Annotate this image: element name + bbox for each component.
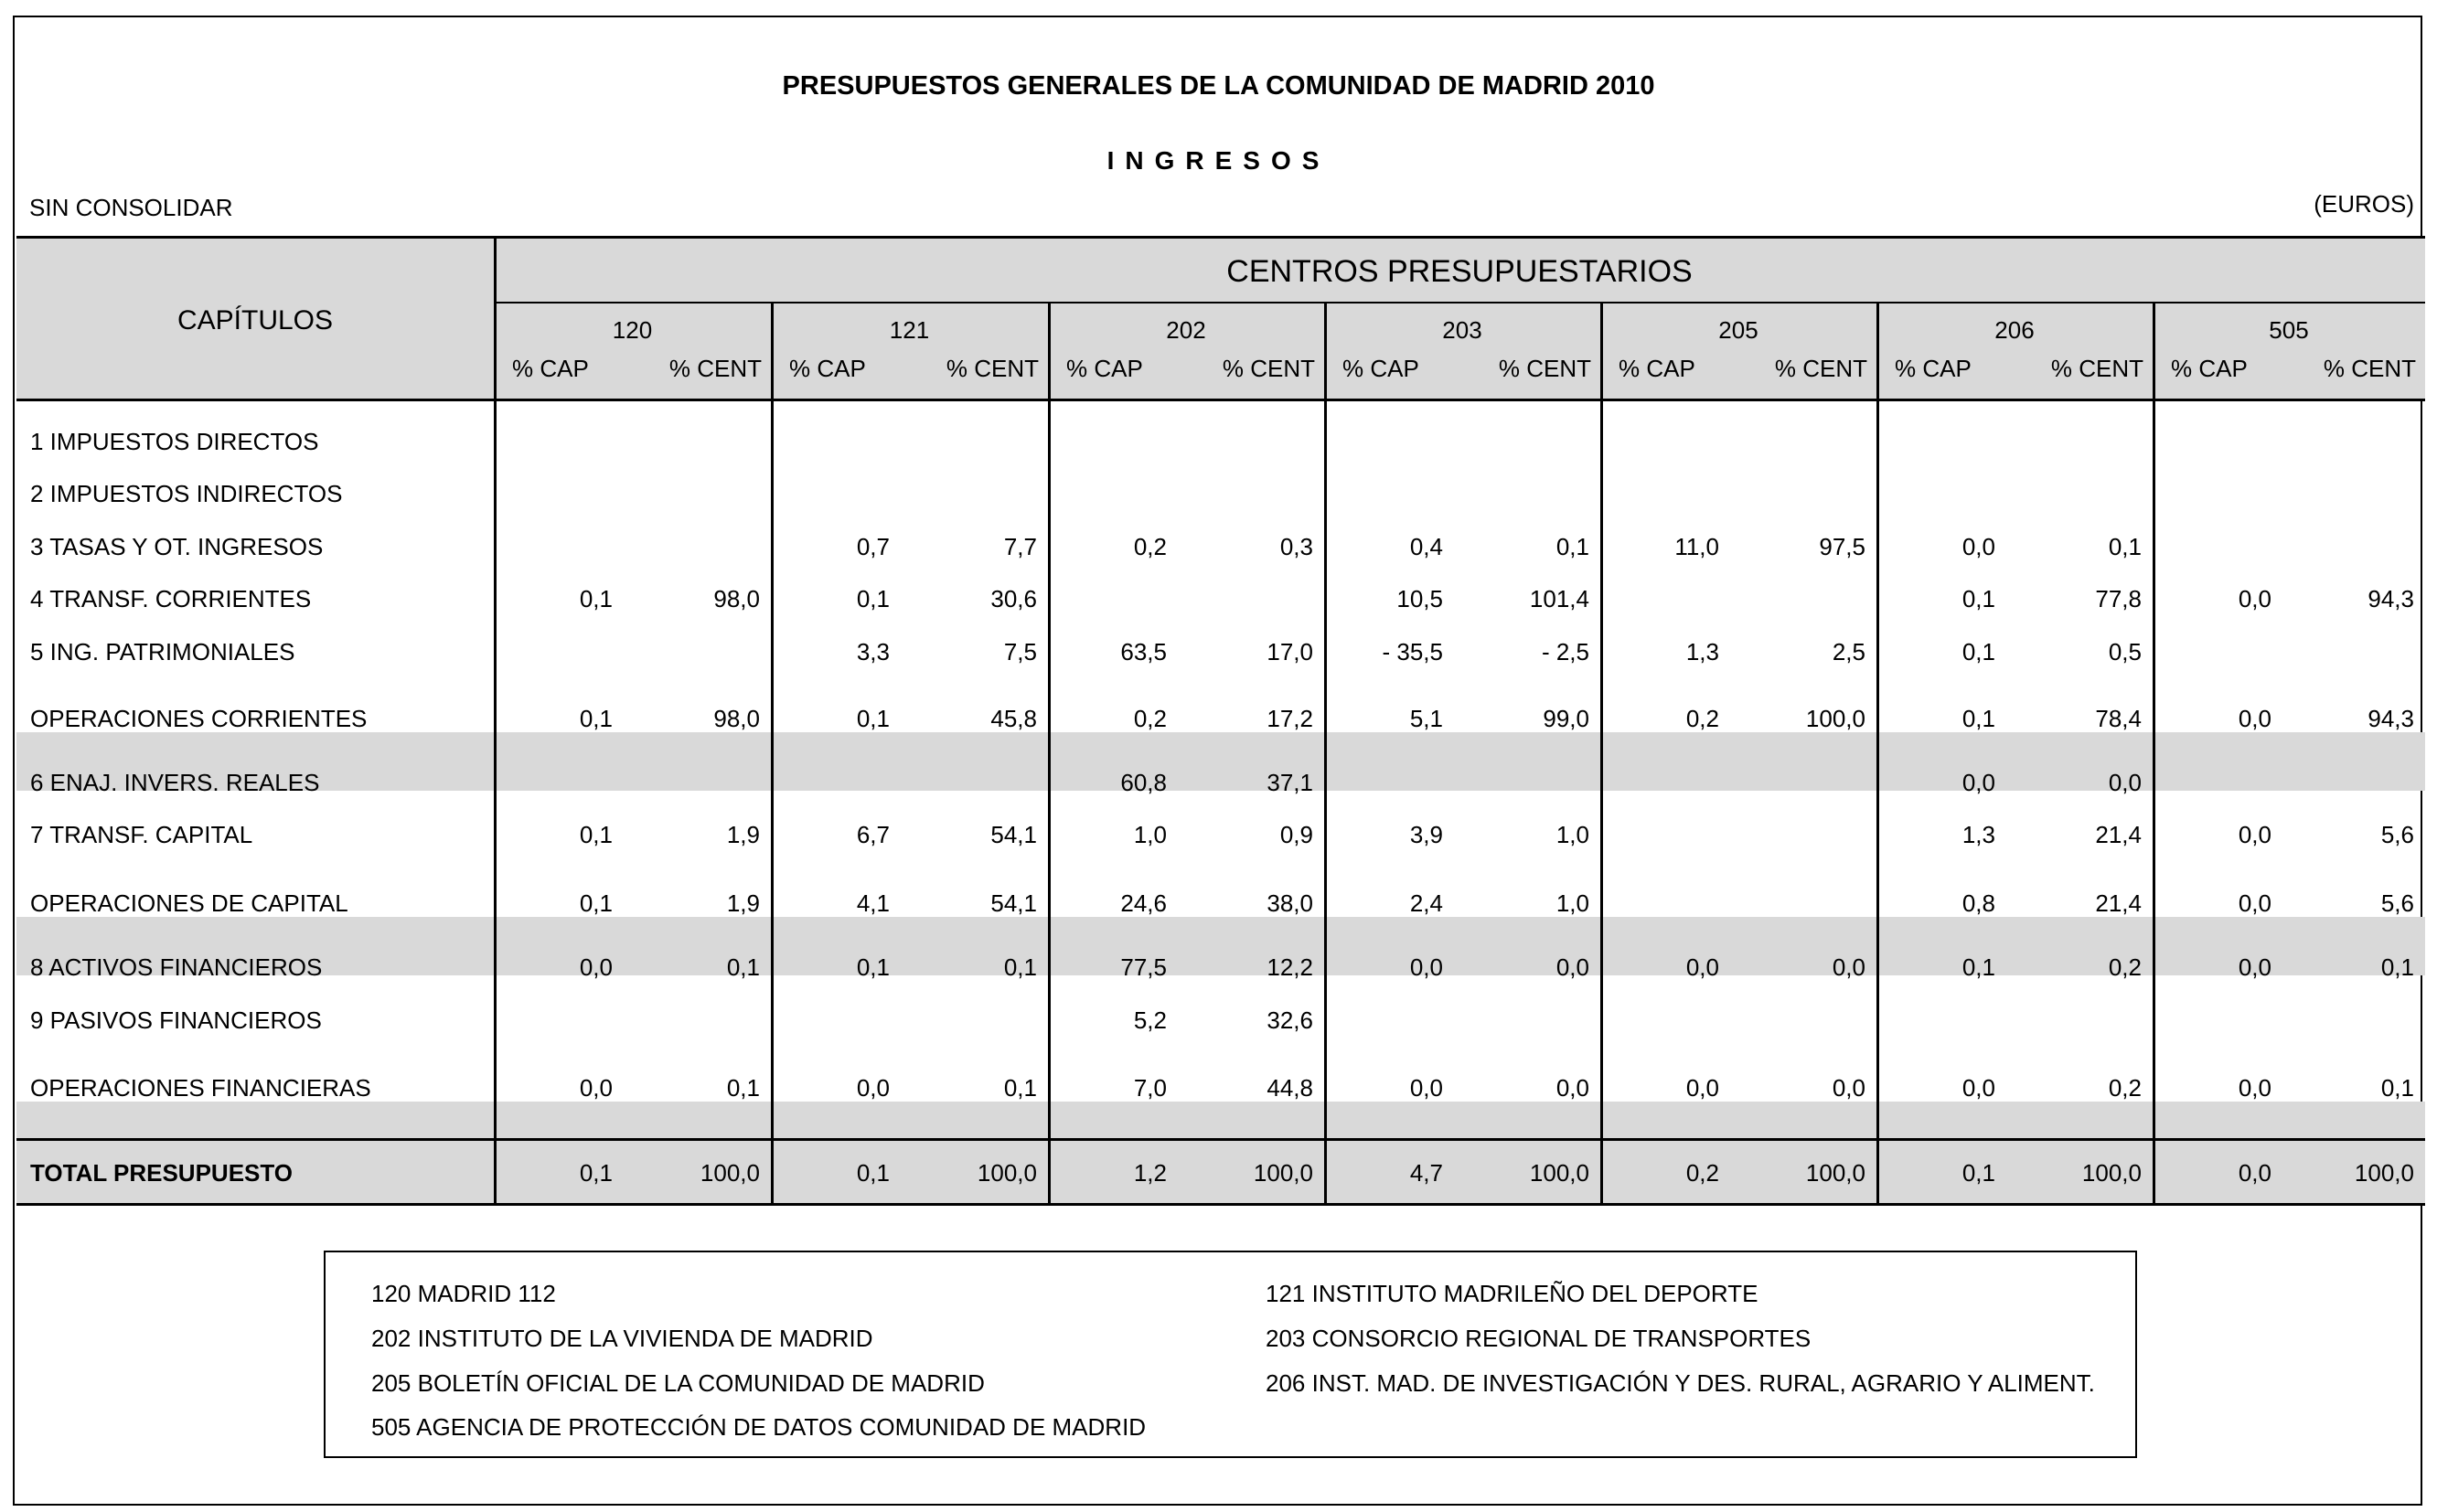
pct-cent-header: % CENT — [2050, 355, 2143, 382]
chapter-row-label: 1 IMPUESTOS DIRECTOS — [30, 428, 319, 455]
pct-cent-value: 1,0 — [1555, 889, 1589, 917]
center-code-header: 205 — [1718, 316, 1758, 344]
pct-cap-value: 0,0 — [856, 1074, 890, 1102]
pct-cap-value: 0,0 — [2238, 705, 2271, 732]
pct-cap-value: 0,1 — [856, 1159, 890, 1187]
center-code-header: 206 — [1994, 316, 2035, 344]
pct-cap-value: 0,1 — [856, 953, 890, 981]
pct-cent-value: 0,1 — [726, 953, 760, 981]
pct-cent-value: 0,1 — [1555, 533, 1589, 560]
pct-cap-value: 0,0 — [1409, 1074, 1443, 1102]
pct-cent-header: % CENT — [946, 355, 1039, 382]
pct-cap-value: 0,1 — [579, 889, 613, 917]
pct-cap-value: - 35,5 — [1382, 638, 1443, 665]
legend-item: 205 BOLETÍN OFICIAL DE LA COMUNIDAD DE MADRID — [371, 1369, 985, 1397]
center-code-header: 505 — [2269, 316, 2309, 344]
pct-cent-value: 7,7 — [1003, 533, 1037, 560]
pct-cent-header: % CENT — [2323, 355, 2416, 382]
chapter-row-label: 7 TRANSF. CAPITAL — [30, 821, 253, 848]
pct-cent-value: 1,0 — [1555, 821, 1589, 848]
pct-cap-value: 0,1 — [856, 585, 890, 612]
pct-cent-value: 100,0 — [700, 1159, 760, 1187]
center-code-header: 120 — [612, 316, 653, 344]
pct-cent-value: 0,2 — [2108, 1074, 2142, 1102]
legend-item: 121 INSTITUTO MADRILEÑO DEL DEPORTE — [1266, 1280, 1758, 1307]
pct-cap-value: 0,1 — [1961, 1159, 1995, 1187]
pct-cent-value: 77,8 — [2095, 585, 2142, 612]
pct-cap-value: 2,4 — [1409, 889, 1443, 917]
pct-cent-value: 100,0 — [2354, 1159, 2414, 1187]
pct-cent-value: 12,2 — [1267, 953, 1313, 981]
pct-cent-value: 17,2 — [1267, 705, 1313, 732]
pct-cent-value: 32,6 — [1267, 1006, 1313, 1034]
pct-cap-value: 0,2 — [1685, 705, 1719, 732]
pct-cent-value: 21,4 — [2095, 889, 2142, 917]
pct-cap-value: 0,1 — [579, 705, 613, 732]
pct-cap-value: 0,1 — [1961, 953, 1995, 981]
pct-cap-value: 0,1 — [579, 585, 613, 612]
chapter-row-label: 8 ACTIVOS FINANCIEROS — [30, 953, 323, 981]
pct-cent-value: 21,4 — [2095, 821, 2142, 848]
page-subtitle: INGRESOS — [1106, 146, 1331, 175]
pct-cap-value: 0,0 — [2238, 953, 2271, 981]
pct-cent-value: 0,0 — [1555, 953, 1589, 981]
pct-cap-header: % CAP — [1895, 355, 1972, 382]
chapter-row-label: 5 ING. PATRIMONIALES — [30, 638, 295, 665]
column-rule — [1048, 303, 1051, 1203]
pct-cent-value: - 2,5 — [1541, 638, 1589, 665]
pct-cap-header: % CAP — [512, 355, 589, 382]
pct-cap-value: 0,0 — [1961, 533, 1995, 560]
pct-cent-value: 100,0 — [1529, 1159, 1589, 1187]
center-code-header: 203 — [1442, 316, 1482, 344]
pct-cap-value: 0,0 — [579, 1074, 613, 1102]
pct-cent-value: 0,9 — [1279, 821, 1313, 848]
pct-cap-value: 0,2 — [1133, 533, 1167, 560]
pct-cent-value: 97,5 — [1819, 533, 1865, 560]
pct-cent-value: 100,0 — [1805, 705, 1865, 732]
pct-cap-value: 63,5 — [1120, 638, 1167, 665]
pct-cap-value: 0,1 — [1961, 705, 1995, 732]
pct-cap-value: 7,0 — [1133, 1074, 1167, 1102]
chapter-row-label: 9 PASIVOS FINANCIEROS — [30, 1006, 322, 1034]
pct-cap-value: 0,0 — [2238, 1159, 2271, 1187]
row-header-label: CAPÍTULOS — [176, 305, 334, 335]
pct-cap-value: 0,0 — [1961, 769, 1995, 796]
pct-cap-value: 0,0 — [1685, 1074, 1719, 1102]
pct-cent-value: 0,1 — [2380, 953, 2414, 981]
pct-cent-value: 0,1 — [1003, 1074, 1037, 1102]
pct-cap-value: 4,7 — [1409, 1159, 1443, 1187]
pct-cap-value: 1,3 — [1961, 821, 1995, 848]
pct-cap-value: 3,3 — [856, 638, 890, 665]
pct-cap-value: 0,7 — [856, 533, 890, 560]
column-rule — [1324, 303, 1327, 1203]
table-rule — [16, 399, 2425, 401]
column-rule — [771, 303, 774, 1203]
pct-cent-value: 5,6 — [2380, 889, 2414, 917]
pct-cent-header: % CENT — [1774, 355, 1867, 382]
center-legend — [324, 1251, 2137, 1458]
pct-cent-value: 98,0 — [713, 705, 760, 732]
pct-cap-value: 0,0 — [2238, 585, 2271, 612]
pct-cap-value: 0,0 — [2238, 821, 2271, 848]
table-rule — [16, 236, 2425, 239]
pct-cap-value: 0,1 — [1961, 638, 1995, 665]
total-row-label: TOTAL PRESUPUESTO — [30, 1159, 294, 1187]
table-rule — [16, 1138, 2425, 1141]
pct-cent-value: 0,1 — [726, 1074, 760, 1102]
pct-cent-value: 37,1 — [1267, 769, 1313, 796]
pct-cap-header: % CAP — [1066, 355, 1143, 382]
pct-cap-value: 0,0 — [1685, 953, 1719, 981]
pct-cap-value: 11,0 — [1674, 533, 1719, 560]
pct-cap-value: 0,0 — [1961, 1074, 1995, 1102]
pct-cap-header: % CAP — [1619, 355, 1695, 382]
center-code-header: 121 — [889, 316, 930, 344]
pct-cap-value: 0,4 — [1409, 533, 1443, 560]
group-rule — [494, 302, 2425, 303]
pct-cap-value: 0,1 — [579, 1159, 613, 1187]
pct-cent-value: 44,8 — [1267, 1074, 1313, 1102]
pct-cent-value: 0,1 — [2380, 1074, 2414, 1102]
pct-cent-value: 94,3 — [2368, 585, 2414, 612]
pct-cap-value: 0,0 — [2238, 1074, 2271, 1102]
group-header-label: CENTROS PRESUPUESTARIOS — [1226, 254, 1693, 289]
legend-item: 202 INSTITUTO DE LA VIVIENDA DE MADRID — [371, 1325, 873, 1352]
pct-cap-header: % CAP — [2171, 355, 2248, 382]
pct-cap-value: 60,8 — [1120, 769, 1167, 796]
pct-cap-value: 6,7 — [856, 821, 890, 848]
pct-cent-value: 1,9 — [726, 821, 760, 848]
pct-cap-header: % CAP — [789, 355, 866, 382]
pct-cent-value: 101,4 — [1529, 585, 1589, 612]
pct-cap-value: 0,0 — [579, 953, 613, 981]
pct-cap-header: % CAP — [1342, 355, 1419, 382]
chapter-row-label: 4 TRANSF. CORRIENTES — [30, 585, 312, 612]
legend-item: 120 MADRID 112 — [371, 1280, 556, 1307]
pct-cent-value: 45,8 — [990, 705, 1037, 732]
pct-cent-value: 0,0 — [1555, 1074, 1589, 1102]
pct-cent-header: % CENT — [668, 355, 762, 382]
pct-cent-value: 0,0 — [2108, 769, 2142, 796]
pct-cent-value: 100,0 — [2081, 1159, 2142, 1187]
pct-cap-value: 0,1 — [579, 821, 613, 848]
page-title: PRESUPUESTOS GENERALES DE LA COMUNIDAD DE MADRID 2010 — [782, 71, 1655, 101]
pct-cap-value: 10,5 — [1396, 585, 1443, 612]
pct-cent-header: % CENT — [1498, 355, 1591, 382]
pct-cent-value: 2,5 — [1832, 638, 1865, 665]
pct-cent-value: 7,5 — [1003, 638, 1037, 665]
chapter-row-label: 2 IMPUESTOS INDIRECTOS — [30, 480, 343, 507]
table-rule — [16, 1203, 2425, 1206]
pct-cap-value: 24,6 — [1120, 889, 1167, 917]
pct-cent-value: 0,3 — [1279, 533, 1313, 560]
pct-cap-value: 77,5 — [1120, 953, 1167, 981]
column-rule — [1876, 303, 1879, 1203]
pct-cap-value: 0,2 — [1133, 705, 1167, 732]
legend-item: 203 CONSORCIO REGIONAL DE TRANSPORTES — [1266, 1325, 1812, 1352]
pct-cent-value: 54,1 — [990, 889, 1037, 917]
pct-cent-value: 99,0 — [1543, 705, 1589, 732]
pct-cent-value: 0,1 — [2108, 533, 2142, 560]
pct-cent-value: 1,9 — [726, 889, 760, 917]
pct-cap-value: 3,9 — [1409, 821, 1443, 848]
pct-cent-header: % CENT — [1222, 355, 1315, 382]
pct-cent-value: 0,0 — [1832, 1074, 1865, 1102]
column-rule — [2153, 303, 2155, 1203]
pct-cent-value: 0,5 — [2108, 638, 2142, 665]
legend-item: 505 AGENCIA DE PROTECCIÓN DE DATOS COMUNIDAD DE MADRID — [371, 1413, 1147, 1441]
pct-cap-value: 0,2 — [1685, 1159, 1719, 1187]
chapter-row-label: OPERACIONES CORRIENTES — [30, 705, 368, 732]
center-code-header: 202 — [1166, 316, 1206, 344]
legend-item: 206 INST. MAD. DE INVESTIGACIÓN Y DES. RURAL, AGRARIO Y ALIMENT. — [1266, 1369, 2095, 1397]
pct-cap-value: 5,2 — [1133, 1006, 1167, 1034]
pct-cap-value: 0,0 — [2238, 889, 2271, 917]
pct-cent-value: 0,1 — [1003, 953, 1037, 981]
pct-cent-value: 100,0 — [1805, 1159, 1865, 1187]
pct-cent-value: 30,6 — [990, 585, 1037, 612]
column-rule — [1600, 303, 1603, 1203]
pct-cent-value: 17,0 — [1267, 638, 1313, 665]
consolidation-note: SIN CONSOLIDAR — [29, 194, 233, 221]
pct-cap-value: 1,3 — [1685, 638, 1719, 665]
chapter-row-label: OPERACIONES DE CAPITAL — [30, 889, 348, 917]
pct-cent-value: 100,0 — [1253, 1159, 1313, 1187]
pct-cent-value: 54,1 — [990, 821, 1037, 848]
pct-cent-value: 98,0 — [713, 585, 760, 612]
pct-cap-value: 0,8 — [1961, 889, 1995, 917]
chapter-row-label: 3 TASAS Y OT. INGRESOS — [30, 533, 324, 560]
pct-cap-value: 0,1 — [1961, 585, 1995, 612]
pct-cap-value: 1,0 — [1133, 821, 1167, 848]
pct-cap-value: 1,2 — [1133, 1159, 1167, 1187]
pct-cap-value: 0,0 — [1409, 953, 1443, 981]
pct-cent-value: 0,2 — [2108, 953, 2142, 981]
pct-cent-value: 100,0 — [977, 1159, 1037, 1187]
pct-cap-value: 0,1 — [856, 705, 890, 732]
pct-cent-value: 0,0 — [1832, 953, 1865, 981]
pct-cap-value: 4,1 — [856, 889, 890, 917]
pct-cent-value: 78,4 — [2095, 705, 2142, 732]
chapter-row-label: OPERACIONES FINANCIERAS — [30, 1074, 371, 1102]
pct-cent-value: 5,6 — [2380, 821, 2414, 848]
pct-cap-value: 5,1 — [1409, 705, 1443, 732]
currency-note: (EUROS) — [2314, 190, 2414, 218]
chapter-row-label: 6 ENAJ. INVERS. REALES — [30, 769, 320, 796]
pct-cent-value: 94,3 — [2368, 705, 2414, 732]
pct-cent-value: 38,0 — [1267, 889, 1313, 917]
